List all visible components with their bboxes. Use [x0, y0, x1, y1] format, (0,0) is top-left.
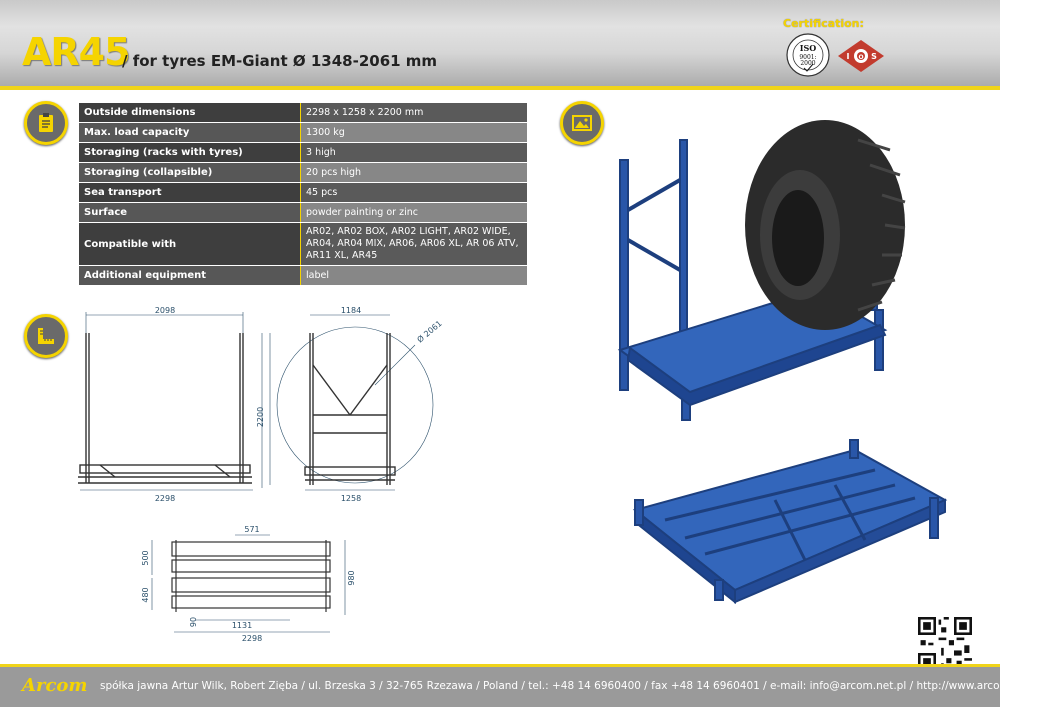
- spec-value: 1300 kg: [301, 123, 528, 143]
- stacked-total-width-label: 2298: [241, 634, 263, 643]
- header-stripe: [0, 86, 1000, 90]
- iso-badge-line2: 9001:: [799, 54, 817, 61]
- front-top-width-label: 2098: [154, 306, 176, 315]
- spec-value: AR02, AR02 BOX, AR02 LIGHT, AR02 WIDE, AR04, AR04 MIX, AR06, AR06 XL, AR 06 ATV, AR11 XL, AR45: [301, 223, 528, 266]
- model-subtitle: / for tyres EM-Giant Ø 1348-2061 mm: [122, 52, 438, 70]
- tyre-diameter-label: Ø 2061: [415, 318, 444, 345]
- footer-contact-text: spółka jawna Artur Wilk, Robert Zięba / ul. Brzeska 3 / 32-765 Rzezawa / Poland / tel.: +48 14 6960400 / fax +48 14 6960401 / e-mail: info@arcom.net.pl / http://www.arcom.net.pl: [100, 680, 1043, 692]
- spec-label: Storaging (racks with tyres): [79, 143, 301, 163]
- spec-label: Additional equipment: [79, 266, 301, 286]
- spec-label: Compatible with: [79, 223, 301, 266]
- spec-value: label: [301, 266, 528, 286]
- spec-value: 45 pcs: [301, 183, 528, 203]
- spec-row: [79, 223, 527, 266]
- spec-label: Storaging (collapsible): [79, 163, 301, 183]
- side-bottom-width-label: 1258: [340, 494, 362, 503]
- spec-value: powder painting or zinc: [301, 203, 528, 223]
- front-bottom-width-label: 2298: [154, 494, 176, 503]
- qr-code-icon: [918, 617, 972, 671]
- spec-row: [79, 266, 527, 286]
- spec-label: Sea transport: [79, 183, 301, 203]
- height-label: 2200: [256, 406, 265, 428]
- stacked-height-lower-label: 480: [141, 587, 150, 603]
- spec-row: [79, 123, 527, 143]
- spec-label: Outside dimensions: [79, 103, 301, 123]
- stacked-inner-width-label: 1131: [231, 621, 253, 630]
- ios-badge-letter-o: O: [858, 54, 864, 61]
- collapsed-rack-illustration: [625, 430, 955, 610]
- rack-with-tyre-illustration: [600, 120, 920, 440]
- spec-value: 20 pcs high: [301, 163, 528, 183]
- side-top-width-label: 1184: [340, 306, 362, 315]
- specification-table: [79, 103, 527, 286]
- stacked-total-height-label: 980: [347, 570, 356, 586]
- certification-label: Certification:: [783, 17, 864, 30]
- spec-label: Max. load capacity: [79, 123, 301, 143]
- ios-certificate-badge: [836, 38, 886, 74]
- spec-row: [79, 203, 527, 223]
- ios-badge-letter-s: S: [871, 52, 877, 61]
- spec-value: 2298 x 1258 x 2200 mm: [301, 103, 528, 123]
- iso-badge-line1: ISO: [799, 43, 817, 53]
- spec-row: [79, 183, 527, 203]
- stacked-offset-label: 90: [189, 616, 198, 628]
- side-view-drawing: [256, 305, 445, 505]
- iso-badge-line3: 2000: [800, 60, 816, 67]
- model-title: AR45: [22, 30, 130, 74]
- image-gallery-icon: [560, 101, 604, 145]
- spec-label: Surface: [79, 203, 301, 223]
- spec-value: 3 high: [301, 143, 528, 163]
- stacked-height-upper-label: 500: [141, 550, 150, 566]
- stacked-view-drawing: [140, 520, 360, 645]
- stacked-top-gap-label: 571: [244, 525, 260, 534]
- front-view-drawing: [70, 305, 280, 505]
- spec-row: [79, 103, 527, 123]
- spec-row: [79, 143, 527, 163]
- specification-clipboard-icon: [24, 101, 68, 145]
- ios-badge-letter-i: I: [846, 52, 850, 61]
- spec-row: [79, 163, 527, 183]
- iso-certificate-badge: [786, 33, 830, 77]
- qr-code[interactable]: [918, 617, 972, 671]
- dimensions-ruler-icon: [24, 314, 68, 358]
- arcom-logo: Arcom: [22, 675, 88, 696]
